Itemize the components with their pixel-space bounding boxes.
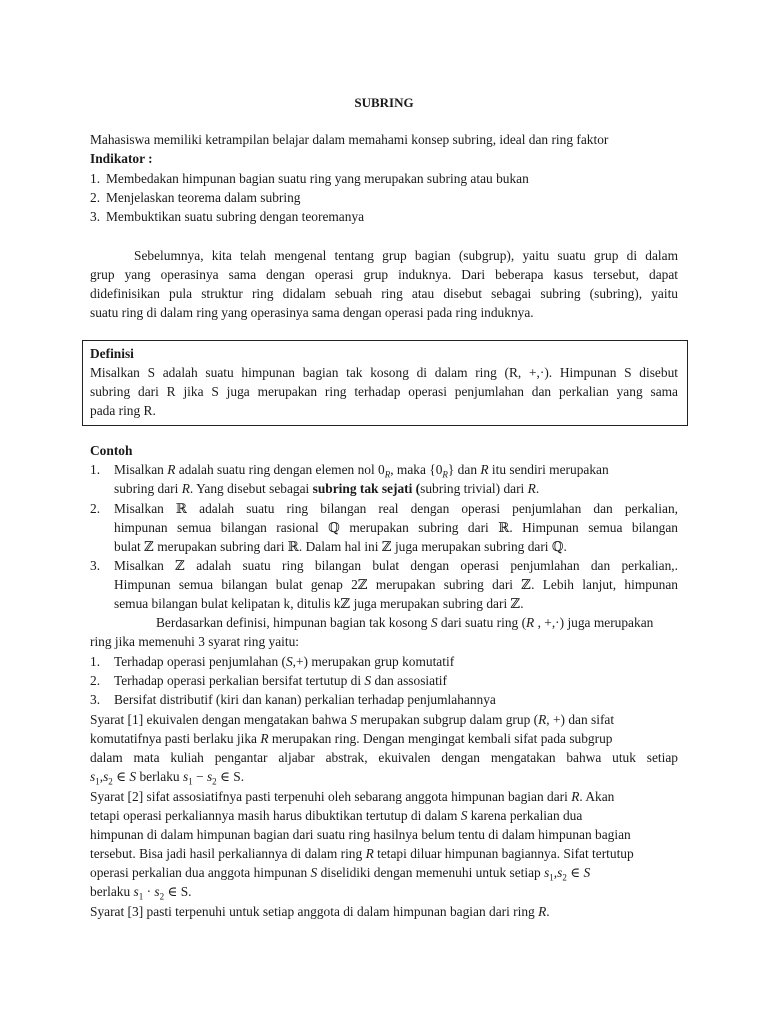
intro-line: Sebelumnya, kita telah mengenal tentang grup bagian (subgrup), yaitu suatu grup di dalam <box>134 248 678 263</box>
syarat2-line: tetapi operasi perkaliannya masih harus dibuktikan tertutup di dalam S karena perkalian dua <box>90 808 583 823</box>
condition-item: 2. Terhadap operasi perkalian bersifat tertutup di S dan assosiatif <box>90 673 447 688</box>
based-paragraph: Berdasarkan definisi, himpunan bagian tak kosong S dari suatu ring (R , +,·) juga merupakan <box>156 615 654 630</box>
intro-line: grup yang operasinya sama dengan operasi grup induknya. Dari beberapa kasus tersebut, dapat <box>90 267 678 282</box>
example-item-cont: Himpunan semua bilangan bulat genap 2ℤ merupakan subring dari ℤ. Lebih lanjut, himpunan <box>114 577 678 592</box>
example-item-cont: semua bilangan bulat kelipatan k, ditulis kℤ juga merupakan subring dari ℤ. <box>114 596 524 611</box>
syarat1-line: $s_1,s_2$ ∈ S berlaku $s_1 - s_2$ ∈ S. <box>90 769 245 787</box>
intro-line: suatu ring di dalam ring yang operasinya sama dengan operasi pada ring induknya. <box>90 305 534 320</box>
example-item: 2. Misalkan ℝ adalah suatu ring bilangan real dengan operasi penjumlahan dan perkalian, <box>90 501 678 516</box>
page-title: SUBRING <box>354 95 414 110</box>
example-item-cont: himpunan semua bilangan rasional ℚ merupakan subring dari ℝ. Himpunan semua bilangan <box>114 520 678 535</box>
syarat2-line: berlaku $s_1 \cdot s_2$ ∈ S. <box>90 884 192 902</box>
syarat1-line: komutatifnya pasti berlaku jika R merupakan ring. Dengan mengingat kembali sifat pada subgrup <box>90 731 613 746</box>
definition-heading: Definisi <box>90 346 134 361</box>
syarat2-line: operasi perkalian dua anggota himpunan S diselidiki dengan memenuhi untuk setiap $s_1,s_2$ ∈ S <box>90 865 591 883</box>
example-item: 1. Misalkan R adalah suatu ring dengan elemen nol $0_R$, maka $\{0_R\}$ dan R itu sendiri merupakan <box>90 462 609 480</box>
objective-text: Mahasiswa memiliki ketrampilan belajar dalam memahami konsep subring, ideal dan ring faktor <box>90 132 609 147</box>
definition-line: Misalkan S adalah suatu himpunan bagian tak kosong di dalam ring (R, +,·). Himpunan S disebut <box>90 365 678 380</box>
indicator-heading: Indikator : <box>90 151 153 166</box>
contoh-heading: Contoh <box>90 443 133 458</box>
syarat2-line: himpunan di dalam himpunan bagian dari suatu ring hasilnya belum tentu di dalam himpunan bagian <box>90 827 631 842</box>
based-paragraph: ring jika memenuhi 3 syarat ring yaitu: <box>90 634 299 649</box>
syarat1-line: Syarat [1] ekuivalen dengan mengatakan bahwa S merupakan subgrup dalam grup (R, +) dan sifat <box>90 712 615 727</box>
example-item: 3. Misalkan ℤ adalah suatu ring bilangan bulat dengan operasi penjumlahan dan perkalian,. <box>90 558 678 573</box>
syarat2-line: Syarat [2] sifat assosiatifnya pasti terpenuhi oleh sebarang anggota himpunan bagian dari R. Akan <box>90 789 615 804</box>
condition-item: 3. Bersifat distributif (kiri dan kanan) perkalian terhadap penjumlahannya <box>90 692 496 707</box>
example-item-cont: bulat ℤ merupakan subring dari ℝ. Dalam hal ini ℤ juga merupakan subring dari ℚ. <box>114 539 567 554</box>
example-item-cont: subring dari R. Yang disebut sebagai subring tak sejati (subring trivial) dari R. <box>114 481 540 496</box>
indicator-item: 2. Menjelaskan teorema dalam subring <box>90 190 301 205</box>
syarat1-line: dalam mata kuliah pengantar aljabar abstrak, ekuivalen dengan mengatakan bahwa utuk setiap <box>90 750 678 765</box>
syarat2-line: tersebut. Bisa jadi hasil perkaliannya di dalam ring R tetapi diluar himpunan bagiannya. Sifat tertutup <box>90 846 634 861</box>
definition-line: subring dari R jika S juga merupakan ring terhadap operasi penjumlahan dan perkalian yang sama <box>90 384 678 399</box>
syarat3-line: Syarat [3] pasti terpenuhi untuk setiap anggota di dalam himpunan bagian dari ring R. <box>90 904 550 919</box>
indicator-item: 1. Membedakan himpunan bagian suatu ring yang merupakan subring atau bukan <box>90 171 529 186</box>
condition-item: 1. Terhadap operasi penjumlahan (S,+) merupakan grup komutatif <box>90 654 455 669</box>
intro-line: didefinisikan pula struktur ring didalam sebuah ring atau disebut sebagai subring (subring), yaitu <box>90 286 678 301</box>
definition-line: pada ring R. <box>90 403 156 418</box>
indicator-item: 3. Membuktikan suatu subring dengan teoremanya <box>90 209 365 224</box>
